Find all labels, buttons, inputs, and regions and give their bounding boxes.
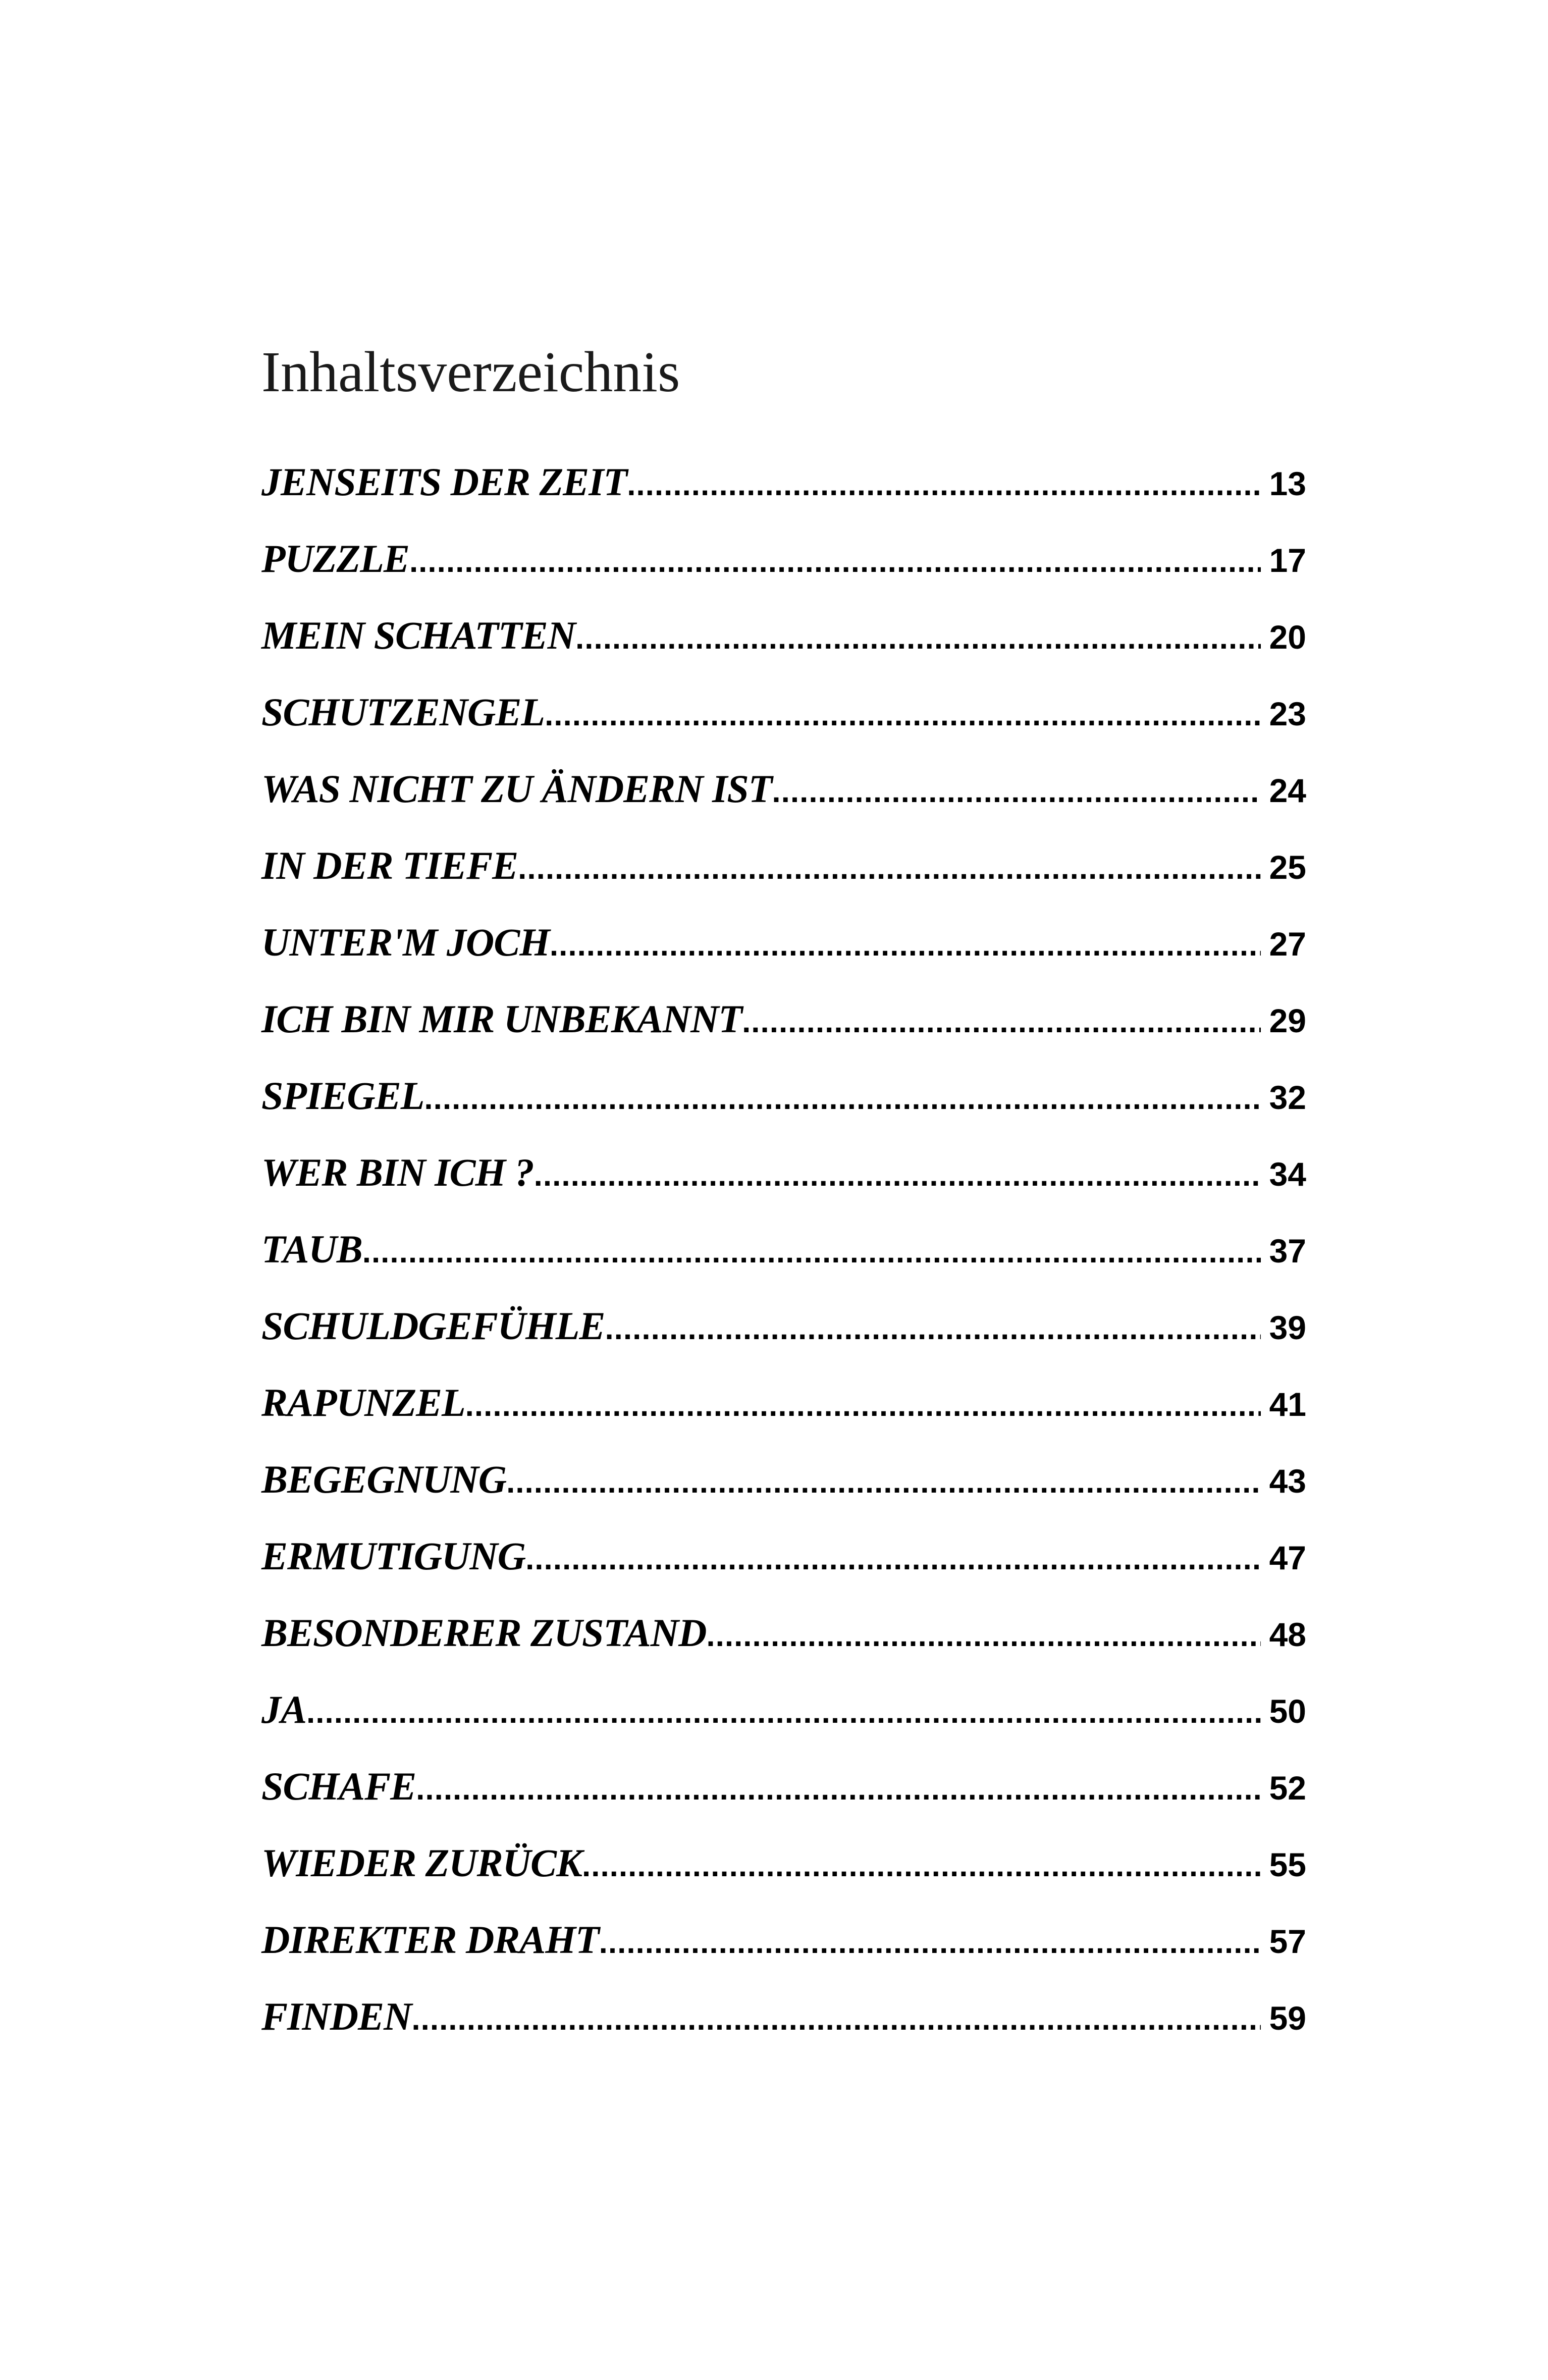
dot-leader xyxy=(506,1464,1261,1500)
toc-entry-page-number: 23 xyxy=(1269,695,1306,732)
dot-leader xyxy=(534,1157,1261,1193)
dot-leader xyxy=(465,1388,1261,1423)
toc-entry xyxy=(261,690,1306,766)
toc-entry-title: SCHUTZENGEL xyxy=(261,690,545,734)
toc-entry-page-number: 34 xyxy=(1269,1155,1306,1193)
toc-entry xyxy=(261,1917,1306,1994)
toc-entry-page-number: 27 xyxy=(1269,925,1306,963)
toc-entry-title: MEIN SCHATTEN xyxy=(261,613,576,657)
toc-entry-title: FINDEN xyxy=(261,1994,412,2038)
toc-entry-title: JENSEITS DER ZEIT xyxy=(261,460,627,504)
dot-leader xyxy=(605,1311,1261,1347)
toc-entry-page-number: 59 xyxy=(1269,1999,1306,2037)
toc-entry xyxy=(261,1457,1306,1533)
dot-leader xyxy=(545,697,1261,733)
toc-entry-page-number: 43 xyxy=(1269,1462,1306,1500)
toc-entry xyxy=(261,536,1306,613)
toc-entry xyxy=(261,1994,1306,2071)
toc-entry xyxy=(261,1687,1306,1764)
toc-entry xyxy=(261,766,1306,843)
toc-entry-page-number: 32 xyxy=(1269,1079,1306,1116)
toc-entry-title: SCHULDGEFÜHLE xyxy=(261,1304,605,1348)
toc-entry xyxy=(261,1227,1306,1303)
dot-leader xyxy=(424,1081,1261,1117)
toc-entry-title: JA xyxy=(261,1687,307,1731)
toc-entry-page-number: 25 xyxy=(1269,849,1306,886)
toc-entry-title: SCHAFE xyxy=(261,1764,416,1808)
toc-entry-title: ERMUTIGUNG xyxy=(261,1534,526,1578)
toc-entry xyxy=(261,613,1306,690)
toc-entry xyxy=(261,1533,1306,1610)
dot-leader xyxy=(306,1695,1261,1730)
dot-leader xyxy=(550,927,1261,963)
toc-entry xyxy=(261,843,1306,920)
toc-entry xyxy=(261,1764,1306,1840)
toc-entry-title: UNTER'M JOCH xyxy=(261,920,550,964)
toc-entry-page-number: 50 xyxy=(1269,1693,1306,1730)
toc-entry-title: DIREKTER DRAHT xyxy=(261,1918,599,1962)
dot-leader xyxy=(742,1004,1261,1040)
toc-entry-title: ICH BIN MIR UNBEKANNT xyxy=(261,997,742,1041)
toc-entry-page-number: 39 xyxy=(1269,1309,1306,1346)
toc-entry-page-number: 24 xyxy=(1269,772,1306,809)
toc-entry-page-number: 52 xyxy=(1269,1769,1306,1807)
toc-entry-title: WIEDER ZURÜCK xyxy=(261,1841,582,1885)
toc-entry xyxy=(261,1840,1306,1917)
toc-entry xyxy=(261,1303,1306,1380)
toc-entry-page-number: 29 xyxy=(1269,1002,1306,1039)
toc-entry-title: WER BIN ICH ? xyxy=(261,1150,534,1194)
toc-entry-page-number: 41 xyxy=(1269,1386,1306,1423)
dot-leader xyxy=(518,851,1261,886)
dot-leader xyxy=(772,774,1261,810)
toc-entry xyxy=(261,1150,1306,1227)
dot-leader xyxy=(409,544,1261,579)
toc-entry-title: WAS NICHT ZU ÄNDERN IST xyxy=(261,767,772,811)
toc-entry xyxy=(261,920,1306,996)
toc-entry-page-number: 20 xyxy=(1269,618,1306,656)
toc-entry-title: TAUB xyxy=(261,1227,362,1271)
toc-entry-page-number: 13 xyxy=(1269,465,1306,502)
toc-entry xyxy=(261,1073,1306,1150)
dot-leader xyxy=(582,1848,1261,1884)
toc-entry-title: IN DER TIEFE xyxy=(261,843,518,887)
toc-entry xyxy=(261,1380,1306,1457)
dot-leader xyxy=(416,1771,1261,1807)
toc-entry-page-number: 17 xyxy=(1269,542,1306,579)
toc-heading: Inhaltsverzeichnis xyxy=(261,340,680,404)
dot-leader xyxy=(575,620,1261,656)
toc-entry-page-number: 37 xyxy=(1269,1232,1306,1270)
toc-entry-page-number: 57 xyxy=(1269,1923,1306,1960)
dot-leader xyxy=(599,1925,1261,1961)
table-of-contents xyxy=(261,459,1306,2071)
toc-entry-title: RAPUNZEL xyxy=(261,1381,465,1424)
dot-leader xyxy=(362,1234,1261,1270)
toc-entry xyxy=(261,1610,1306,1687)
dot-leader xyxy=(627,467,1261,503)
toc-entry-page-number: 55 xyxy=(1269,1846,1306,1883)
toc-entry xyxy=(261,996,1306,1073)
dot-leader xyxy=(525,1541,1261,1577)
toc-entry-title: SPIEGEL xyxy=(261,1074,424,1118)
toc-entry-page-number: 47 xyxy=(1269,1539,1306,1576)
toc-entry-title: BEGEGNUNG xyxy=(261,1457,507,1501)
toc-entry-title: BESONDERER ZUSTAND xyxy=(261,1611,707,1655)
toc-entry-title: PUZZLE xyxy=(261,537,409,580)
dot-leader xyxy=(706,1618,1261,1654)
dot-leader xyxy=(411,2001,1261,2037)
toc-entry xyxy=(261,459,1306,536)
toc-entry-page-number: 48 xyxy=(1269,1616,1306,1653)
